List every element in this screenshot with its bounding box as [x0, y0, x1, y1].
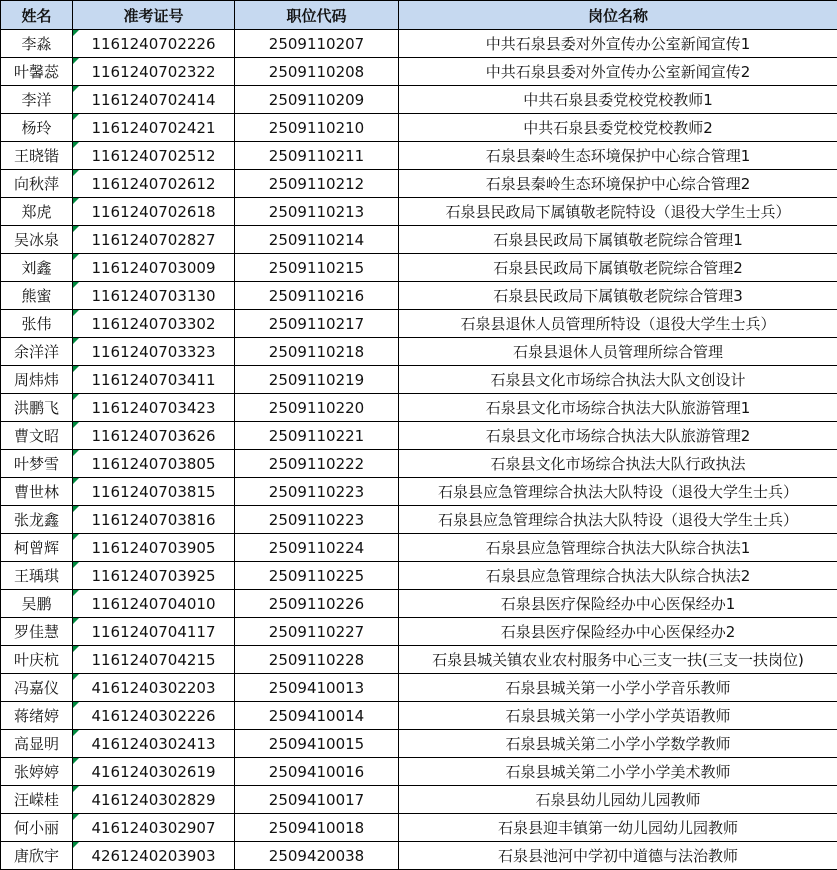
cell-position-code: 2509110221: [235, 422, 399, 450]
header-name: 姓名: [1, 1, 73, 30]
cell-ticket-number: 1161240704215: [73, 646, 235, 674]
cell-position-name: 中共石泉县委党校党校教师1: [399, 86, 837, 114]
cell-position-name: 石泉县民政局下属镇敬老院综合管理2: [399, 254, 837, 282]
table-row: [1, 646, 837, 674]
table-row: [1, 394, 837, 422]
cell-position-name: 石泉县幼儿园幼儿园教师: [399, 786, 837, 814]
header-position-name: 岗位名称: [399, 1, 837, 30]
cell-ticket-number: 4161240302203: [73, 674, 235, 702]
cell-ticket-number: 1161240702414: [73, 86, 235, 114]
cell-name: 张伟: [1, 310, 73, 338]
table-row: [1, 422, 837, 450]
table-row: [1, 814, 837, 842]
cell-position-code: 2509110208: [235, 58, 399, 86]
cell-name: 刘鑫: [1, 254, 73, 282]
cell-ticket-number: 1161240702322: [73, 58, 235, 86]
table-row: [1, 254, 837, 282]
cell-position-name: 石泉县城关第一小学小学音乐教师: [399, 674, 837, 702]
cell-ticket-number: 1161240703323: [73, 338, 235, 366]
cell-position-name: 石泉县退休人员管理所综合管理: [399, 338, 837, 366]
cell-position-name: 石泉县文化市场综合执法大队旅游管理2: [399, 422, 837, 450]
cell-position-name: 石泉县应急管理综合执法大队综合执法1: [399, 534, 837, 562]
cell-position-name: 石泉县应急管理综合执法大队特设（退役大学生士兵）: [399, 506, 837, 534]
table-row: [1, 562, 837, 590]
table-row: [1, 674, 837, 702]
cell-position-name: 中共石泉县委对外宣传办公室新闻宣传2: [399, 58, 837, 86]
cell-position-name: 石泉县应急管理综合执法大队特设（退役大学生士兵）: [399, 478, 837, 506]
cell-ticket-number: 1161240702512: [73, 142, 235, 170]
cell-name: 周炜炜: [1, 366, 73, 394]
cell-name: 张龙鑫: [1, 506, 73, 534]
cell-name: 吴鹏: [1, 590, 73, 618]
cell-ticket-number: 1161240703905: [73, 534, 235, 562]
cell-name: 叶馨蕊: [1, 58, 73, 86]
table-row: [1, 730, 837, 758]
cell-ticket-number: 4161240302226: [73, 702, 235, 730]
cell-name: 叶庆杭: [1, 646, 73, 674]
cell-position-code: 2509420038: [235, 842, 399, 870]
cell-position-name: 石泉县秦岭生态环境保护中心综合管理1: [399, 142, 837, 170]
cell-ticket-number: 4161240302907: [73, 814, 235, 842]
header-position-code: 职位代码: [235, 1, 399, 30]
table-row: [1, 198, 837, 226]
cell-position-name: 石泉县城关第一小学小学英语教师: [399, 702, 837, 730]
cell-position-name: 石泉县文化市场综合执法大队旅游管理1: [399, 394, 837, 422]
cell-ticket-number: 1161240704117: [73, 618, 235, 646]
table-row: [1, 758, 837, 786]
cell-position-code: 2509110214: [235, 226, 399, 254]
cell-position-code: 2509110223: [235, 506, 399, 534]
table-row: [1, 30, 837, 58]
cell-ticket-number: 1161240702421: [73, 114, 235, 142]
cell-ticket-number: 4161240302829: [73, 786, 235, 814]
cell-position-code: 2509110226: [235, 590, 399, 618]
cell-position-code: 2509410015: [235, 730, 399, 758]
cell-position-code: 2509410018: [235, 814, 399, 842]
cell-ticket-number: 1161240703925: [73, 562, 235, 590]
cell-position-name: 石泉县医疗保险经办中心医保经办2: [399, 618, 837, 646]
cell-position-code: 2509110227: [235, 618, 399, 646]
cell-position-code: 2509110223: [235, 478, 399, 506]
table-row: [1, 142, 837, 170]
cell-name: 向秋萍: [1, 170, 73, 198]
cell-position-code: 2509110224: [235, 534, 399, 562]
table-row: [1, 86, 837, 114]
cell-ticket-number: 1161240702226: [73, 30, 235, 58]
cell-position-code: 2509110213: [235, 198, 399, 226]
cell-name: 洪鹏飞: [1, 394, 73, 422]
cell-ticket-number: 1161240703626: [73, 422, 235, 450]
cell-name: 叶梦雪: [1, 450, 73, 478]
cell-ticket-number: 4261240203903: [73, 842, 235, 870]
cell-ticket-number: 1161240703411: [73, 366, 235, 394]
cell-name: 王瑀琪: [1, 562, 73, 590]
cell-position-name: 石泉县民政局下属镇敬老院特设（退役大学生士兵）: [399, 198, 837, 226]
cell-position-code: 2509110217: [235, 310, 399, 338]
cell-ticket-number: 1161240703423: [73, 394, 235, 422]
cell-position-name: 石泉县城关镇农业农村服务中心三支一扶(三支一扶岗位): [399, 646, 837, 674]
table-row: [1, 310, 837, 338]
header-row: [1, 1, 837, 30]
table-row: [1, 450, 837, 478]
cell-ticket-number: 1161240703130: [73, 282, 235, 310]
cell-position-code: 2509110209: [235, 86, 399, 114]
cell-name: 郑虎: [1, 198, 73, 226]
cell-name: 汪嵘桂: [1, 786, 73, 814]
cell-ticket-number: 1161240703009: [73, 254, 235, 282]
cell-name: 王晓锴: [1, 142, 73, 170]
header-ticket-number: 准考证号: [73, 1, 235, 30]
cell-position-name: 石泉县秦岭生态环境保护中心综合管理2: [399, 170, 837, 198]
cell-name: 余洋洋: [1, 338, 73, 366]
cell-position-code: 2509110210: [235, 114, 399, 142]
cell-ticket-number: 4161240302619: [73, 758, 235, 786]
table-row: [1, 702, 837, 730]
cell-ticket-number: 1161240704010: [73, 590, 235, 618]
cell-position-name: 石泉县民政局下属镇敬老院综合管理1: [399, 226, 837, 254]
cell-name: 曹世林: [1, 478, 73, 506]
table-header: [1, 1, 837, 30]
cell-position-name: 中共石泉县委党校党校教师2: [399, 114, 837, 142]
cell-name: 吴冰泉: [1, 226, 73, 254]
cell-position-code: 2509110207: [235, 30, 399, 58]
table-row: [1, 478, 837, 506]
table-row: [1, 114, 837, 142]
cell-name: 柯曾辉: [1, 534, 73, 562]
table-row: [1, 506, 837, 534]
cell-name: 罗佳慧: [1, 618, 73, 646]
table-row: [1, 170, 837, 198]
cell-position-name: 石泉县文化市场综合执法大队文创设计: [399, 366, 837, 394]
table-row: [1, 282, 837, 310]
cell-position-code: 2509110212: [235, 170, 399, 198]
table-row: [1, 226, 837, 254]
cell-position-code: 2509410017: [235, 786, 399, 814]
cell-position-code: 2509410013: [235, 674, 399, 702]
table-row: [1, 786, 837, 814]
cell-name: 何小丽: [1, 814, 73, 842]
table-row: [1, 590, 837, 618]
cell-position-name: 石泉县城关第二小学小学美术教师: [399, 758, 837, 786]
cell-position-name: 石泉县民政局下属镇敬老院综合管理3: [399, 282, 837, 310]
cell-position-name: 石泉县应急管理综合执法大队综合执法2: [399, 562, 837, 590]
cell-name: 张婷婷: [1, 758, 73, 786]
cell-name: 李洋: [1, 86, 73, 114]
cell-position-name: 石泉县迎丰镇第一幼儿园幼儿园教师: [399, 814, 837, 842]
cell-ticket-number: 1161240702612: [73, 170, 235, 198]
cell-position-code: 2509410016: [235, 758, 399, 786]
table-row: [1, 842, 837, 870]
cell-ticket-number: 1161240702618: [73, 198, 235, 226]
cell-position-code: 2509110219: [235, 366, 399, 394]
cell-position-name: 石泉县文化市场综合执法大队行政执法: [399, 450, 837, 478]
cell-ticket-number: 1161240703302: [73, 310, 235, 338]
cell-ticket-number: 1161240703815: [73, 478, 235, 506]
cell-ticket-number: 1161240702827: [73, 226, 235, 254]
cell-name: 曹文昭: [1, 422, 73, 450]
cell-name: 高显明: [1, 730, 73, 758]
cell-position-code: 2509110215: [235, 254, 399, 282]
cell-name: 冯嘉仪: [1, 674, 73, 702]
cell-position-code: 2509110216: [235, 282, 399, 310]
table-row: [1, 58, 837, 86]
cell-name: 熊蜜: [1, 282, 73, 310]
table-row: [1, 618, 837, 646]
cell-position-code: 2509410014: [235, 702, 399, 730]
cell-position-code: 2509110225: [235, 562, 399, 590]
cell-position-name: 石泉县医疗保险经办中心医保经办1: [399, 590, 837, 618]
cell-name: 蒋绪婷: [1, 702, 73, 730]
cell-name: 杨玲: [1, 114, 73, 142]
cell-position-code: 2509110228: [235, 646, 399, 674]
cell-position-code: 2509110222: [235, 450, 399, 478]
table-body: [1, 30, 837, 870]
cell-position-name: 石泉县退休人员管理所特设（退役大学生士兵）: [399, 310, 837, 338]
cell-position-code: 2509110211: [235, 142, 399, 170]
cell-position-name: 石泉县池河中学初中道德与法治教师: [399, 842, 837, 870]
cell-position-name: 石泉县城关第二小学小学数学教师: [399, 730, 837, 758]
cell-ticket-number: 4161240302413: [73, 730, 235, 758]
cell-name: 李淼: [1, 30, 73, 58]
cell-name: 唐欣宇: [1, 842, 73, 870]
table-row: [1, 338, 837, 366]
cell-position-code: 2509110220: [235, 394, 399, 422]
table-row: [1, 366, 837, 394]
cell-ticket-number: 1161240703816: [73, 506, 235, 534]
cell-ticket-number: 1161240703805: [73, 450, 235, 478]
cell-position-code: 2509110218: [235, 338, 399, 366]
cell-position-name: 中共石泉县委对外宣传办公室新闻宣传1: [399, 30, 837, 58]
table-row: [1, 534, 837, 562]
